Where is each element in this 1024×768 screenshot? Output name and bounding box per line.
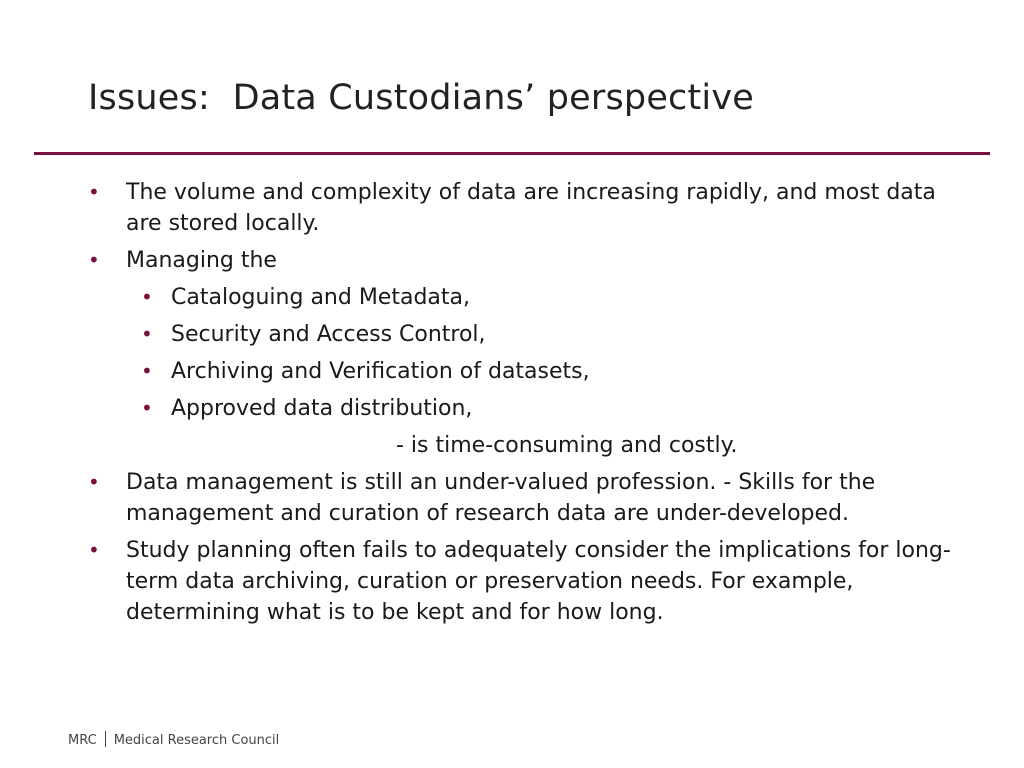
slide-body xyxy=(88,177,968,634)
bullet-item xyxy=(88,535,968,628)
sub-bullet-item xyxy=(88,356,968,387)
bullet-text: The volume and complexity of data are increasing rapidly, and most data are stored locally. xyxy=(126,180,936,236)
sub-bullet-text: Archiving and Verification of datasets, xyxy=(171,359,590,384)
bullet-text: Managing the xyxy=(126,248,277,273)
footer-separator xyxy=(105,731,106,747)
bullet-icon: • xyxy=(88,248,100,272)
bullet-icon: • xyxy=(141,359,153,383)
footer-org-short: MRC xyxy=(68,733,97,748)
sub-bullet-text: Security and Access Control, xyxy=(171,322,486,347)
bullet-icon: • xyxy=(88,470,100,494)
footer-logo xyxy=(68,731,279,750)
sub-bullet-text: Cataloguing and Metadata, xyxy=(171,285,470,310)
sub-bullet-item xyxy=(88,319,968,350)
bullet-icon: • xyxy=(88,180,100,204)
sub-bullet-item xyxy=(88,393,968,424)
bullet-icon: • xyxy=(141,285,153,309)
footer-org-name: Medical Research Council xyxy=(113,733,280,748)
title-divider xyxy=(34,152,990,155)
slide-title: Issues: Data Custodians’ perspective xyxy=(88,78,754,118)
sub-bullet-text: Approved data distribution, xyxy=(171,396,473,421)
bullet-item xyxy=(88,245,968,276)
bullet-icon: • xyxy=(88,538,100,562)
bullet-icon: • xyxy=(141,322,153,346)
bullet-text: Data management is still an under-valued profession. - Skills for the management and curation of research data are under-developed. xyxy=(126,470,876,526)
continuation-line: - is time-consuming and costly. xyxy=(396,433,738,458)
bullet-item xyxy=(88,177,968,239)
bullet-icon: • xyxy=(141,396,153,420)
bullet-text: Study planning often fails to adequately consider the implications for long-term data archiving, curation or preservation needs. For example, determining what is to be kept and for how long. xyxy=(126,538,951,625)
sub-bullet-item xyxy=(88,282,968,313)
bullet-item xyxy=(88,467,968,529)
